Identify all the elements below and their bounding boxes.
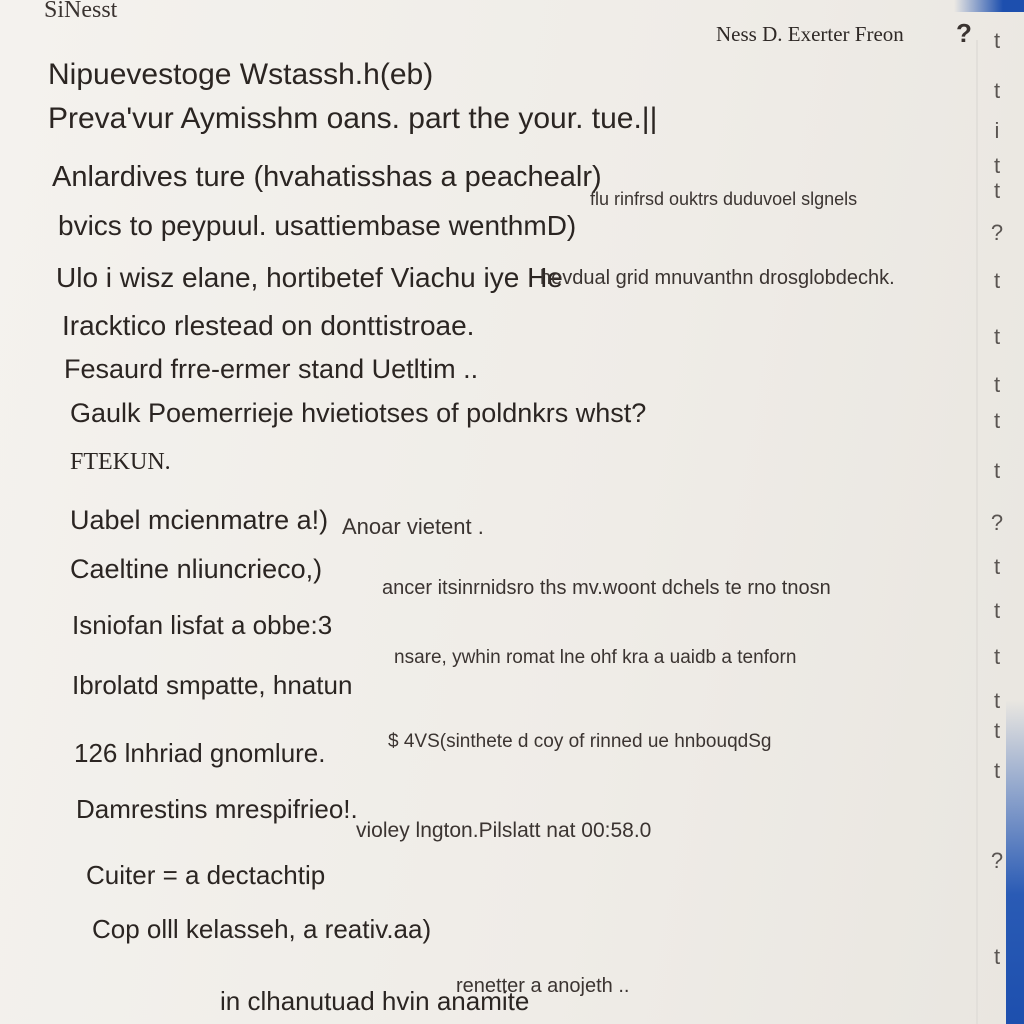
side-note: violey lngton.Pilslatt nat 00:58.0 [356, 819, 652, 842]
margin-marker: t [993, 758, 1001, 783]
side-note: Anoar vietent . [342, 514, 484, 539]
margin-marker: t [993, 644, 1001, 669]
text-line: 126 lnhriad gnomlure. [74, 738, 326, 768]
text-line: Fesaurd frre-ermer stand Uetltim .. [64, 354, 479, 384]
text-line: Anlardives ture (hvahatisshas a peachealr) [52, 161, 602, 193]
margin-marker: t [993, 28, 1001, 53]
header-help-glyph[interactable]: ? [956, 18, 972, 48]
text-line: Damrestins mrespifrieo!. [76, 794, 358, 824]
margin-marker: t [993, 718, 1001, 743]
side-note: nsare, ywhin romat lne ohf kra a uaidb a tenforn [394, 647, 797, 668]
margin-divider [976, 40, 978, 1024]
margin-marker: t [993, 598, 1001, 623]
margin-marker: t [993, 324, 1001, 349]
side-note: hevdual grid mnuvanthn drosglobdechk. [540, 267, 895, 289]
text-line: Preva'vur Aymisshm oans. part the your. tue.|| [48, 102, 658, 135]
side-note: $ 4VS(sinthete d coy of rinned ue hnbouqdSg [388, 731, 772, 752]
margin-marker: t [993, 268, 1001, 293]
text-line: Cop olll kelasseh, a reativ.aa) [92, 914, 432, 944]
text-line: Ulo i wisz elane, hortibetef Viachu iye He [56, 262, 563, 293]
margin-marker: ? [990, 220, 1004, 245]
margin-marker: t [993, 408, 1001, 433]
text-line: Caeltine nliuncrieco,) [70, 554, 323, 584]
text-line: in clhanutuad hvin anamite [220, 986, 530, 1016]
margin-marker: ? [990, 848, 1004, 873]
margin-marker: ? [990, 510, 1004, 535]
margin-marker: i [994, 118, 1000, 143]
window-edge-right [1006, 700, 1024, 1024]
header-right-text: Ness D. Exerter Freon [716, 22, 904, 46]
margin-marker: t [993, 688, 1001, 713]
text-line: Nipuevestoge Wstassh.h(eb) [48, 58, 434, 91]
text-line: Uabel mcienmatre a!) [70, 505, 329, 535]
margin-marker: t [993, 372, 1001, 397]
text-line: Gaulk Poemerrieje hvietiotses of poldnkrs whst? [70, 398, 647, 428]
margin-marker: t [993, 944, 1001, 969]
text-line: Cuiter = a dectachtip [86, 860, 326, 890]
margin-marker: t [993, 78, 1001, 103]
margin-marker: t [993, 458, 1001, 483]
margin-marker: t [993, 153, 1001, 178]
text-line: Isniofan lisfat a obbe:3 [72, 610, 333, 640]
window-edge-top [954, 0, 1024, 12]
text-line: FTEKUN. [70, 449, 171, 475]
margin-marker: t [993, 554, 1001, 579]
text-line: Ibrolatd smpatte, hnatun [72, 670, 353, 700]
side-note: renetter a anojeth .. [456, 975, 630, 997]
margin-marker: t [993, 178, 1001, 203]
side-note: flu rinfrsd ouktrs duduvoel slgnels [590, 189, 858, 209]
corner-heading: SiNesst [44, 0, 118, 23]
text-line: Iracktico rlestead on donttistroae. [62, 310, 475, 341]
text-line: bvics to peypuul. usattiembase wenthmD) [58, 210, 577, 241]
side-note: ancer itsinrnidsro ths mv.woont dchels te rno tnosn [382, 577, 831, 599]
